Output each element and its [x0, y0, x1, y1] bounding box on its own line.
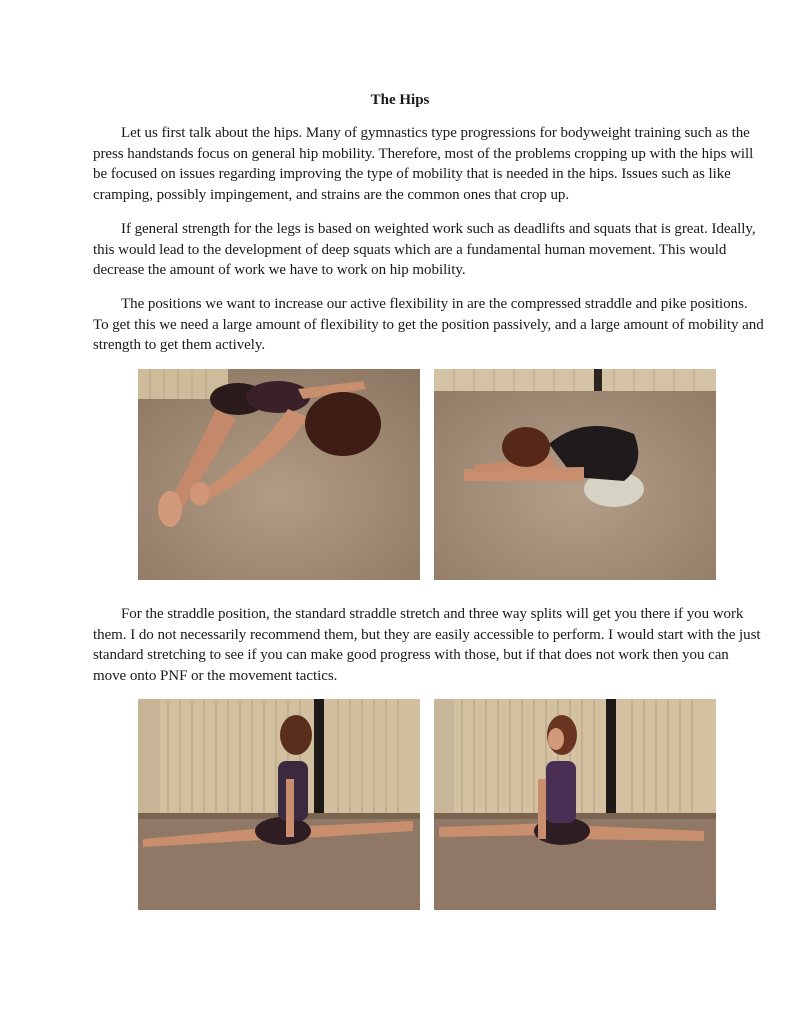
splits-right-photo: [434, 699, 716, 910]
paragraph-leg-strength: If general strength for the legs is based on weighted work such as deadlifts and squats that is great. Ideally, this would lead to the development of deep squats which are a fundamental human movement. This would decrease the amount of work we have to work on hip mobility.: [93, 221, 756, 278]
straddle-stretch-photo: [138, 369, 420, 580]
splits-left-photo: [138, 699, 420, 910]
section-title: The Hips: [370, 92, 430, 108]
paragraph-intro: Let us first talk about the hips. Many of gymnastics type progressions for bodyweight training such as the press handstands focus on general hip mobility. Therefore, most of the problems cropping up with the hips will be focused on issues regarding improving the type of mobility that is needed in the hips. Issues such as like cramping, possibly impingement, and strains are the common ones that crop up.: [93, 125, 754, 203]
paragraph-straddle: For the straddle position, the standard straddle stretch and three way splits will get you there if you work them. I do not necessarily recommend them, but they are easily accessible to perform. I would start with the just standard stretching to see if you can make good progress with those, but if that does not work then you can move onto PNF or the movement tactics.: [93, 606, 761, 684]
paragraph-positions: The positions we want to increase our active flexibility in are the compressed straddle and pike positions. To get this we need a large amount of flexibility to get the position passively, and a large amount of mobility and strength to get them actively.: [93, 296, 764, 353]
pike-stretch-photo: [434, 369, 716, 580]
